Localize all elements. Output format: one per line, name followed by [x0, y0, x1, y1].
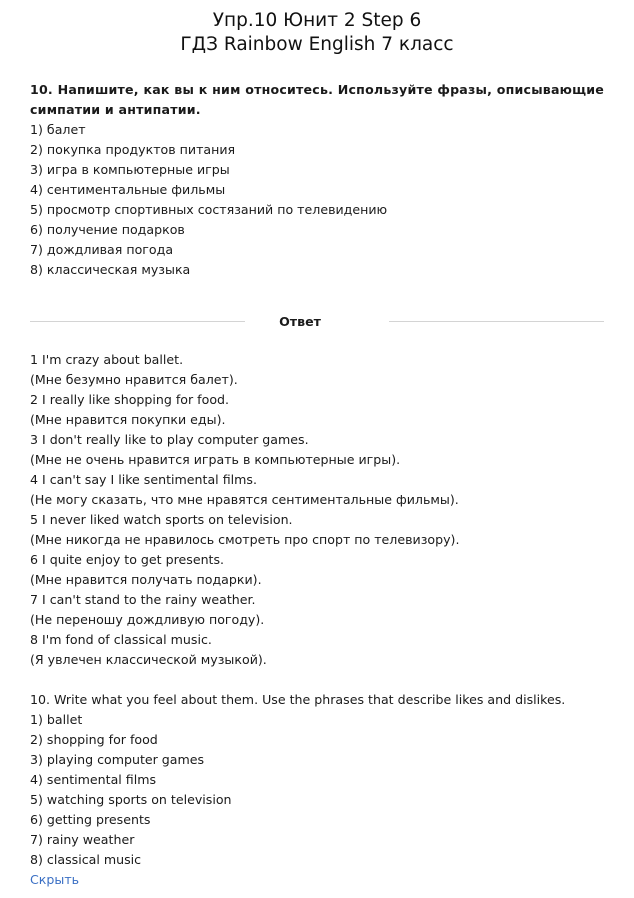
answer-line: (Не могу сказать, что мне нравятся сентиментальные фильмы).	[30, 492, 459, 507]
task-list-item: 7) дождливая погода	[30, 242, 174, 257]
answer-line: 2 I really like shopping for food.	[30, 392, 230, 407]
task-list-item: 4) сентиментальные фильмы	[30, 182, 226, 197]
answer-divider	[30, 311, 604, 331]
answer-line: 4 I can't say I like sentimental films.	[30, 472, 257, 487]
answer-line: (Мне безумно нравится балет).	[30, 372, 238, 387]
task-list	[30, 120, 604, 280]
page-title-line-1: Упр.10 Юнит 2 Step 6	[212, 10, 422, 31]
task-list-item: 8) классическая музыка	[30, 262, 191, 277]
english-list-item: 4) sentimental films	[30, 772, 157, 787]
task-list-item: 2) покупка продуктов питания	[30, 142, 236, 157]
task-list-item: 5) просмотр спортивных состязаний по телевидению	[30, 202, 388, 217]
task-heading: 10. Напишите, как вы к ним относитесь. Используйте фразы, описывающие симпатии и антипатии.	[30, 82, 604, 117]
page	[0, 9, 634, 898]
page-title-line-2: ГДЗ Rainbow English 7 класс	[180, 34, 454, 55]
task-section-english	[30, 690, 604, 890]
task-section-russian	[30, 80, 604, 280]
answer-section	[30, 350, 604, 670]
answer-line: 1 I'm crazy about ballet.	[30, 352, 184, 367]
english-list-item: 5) watching sports on television	[30, 792, 232, 807]
task-list-item: 1) балет	[30, 122, 86, 137]
task-list-item: 6) получение подарков	[30, 222, 185, 237]
answer-line: 3 I don't really like to play computer games.	[30, 432, 309, 447]
answer-line: 6 I quite enjoy to get presents.	[30, 552, 225, 567]
english-task-heading: 10. Write what you feel about them. Use the phrases that describe likes and dislikes.	[30, 692, 566, 707]
answer-line: (Мне нравится покупки еды).	[30, 412, 226, 427]
collapse-link[interactable]: Скрыть	[30, 872, 80, 887]
answer-line: (Мне никогда не нравилось смотреть про спорт по телевизору).	[30, 532, 460, 547]
english-list-item: 1) ballet	[30, 712, 83, 727]
answer-line: (Не переношу дождливую погоду).	[30, 612, 265, 627]
answer-line: 8 I'm fond of classical music.	[30, 632, 212, 647]
english-list-item: 8) classical music	[30, 852, 142, 867]
answer-line: (Я увлечен классической музыкой).	[30, 652, 267, 667]
task-list-item: 3) игра в компьютерные игры	[30, 162, 230, 177]
answer-line: (Мне нравится получать подарки).	[30, 572, 262, 587]
english-list-item: 2) shopping for food	[30, 732, 158, 747]
answer-line: 5 I never liked watch sports on television.	[30, 512, 293, 527]
english-list-item: 7) rainy weather	[30, 832, 135, 847]
answer-label: Ответ	[279, 313, 321, 329]
divider-rule-left	[30, 321, 245, 322]
page-title	[30, 9, 604, 57]
divider-rule-right	[389, 321, 604, 322]
answer-line: (Мне не очень нравится играть в компьютерные игры).	[30, 452, 401, 467]
english-list-item: 3) playing computer games	[30, 752, 205, 767]
answer-line: 7 I can't stand to the rainy weather.	[30, 592, 256, 607]
english-list-item: 6) getting presents	[30, 812, 151, 827]
